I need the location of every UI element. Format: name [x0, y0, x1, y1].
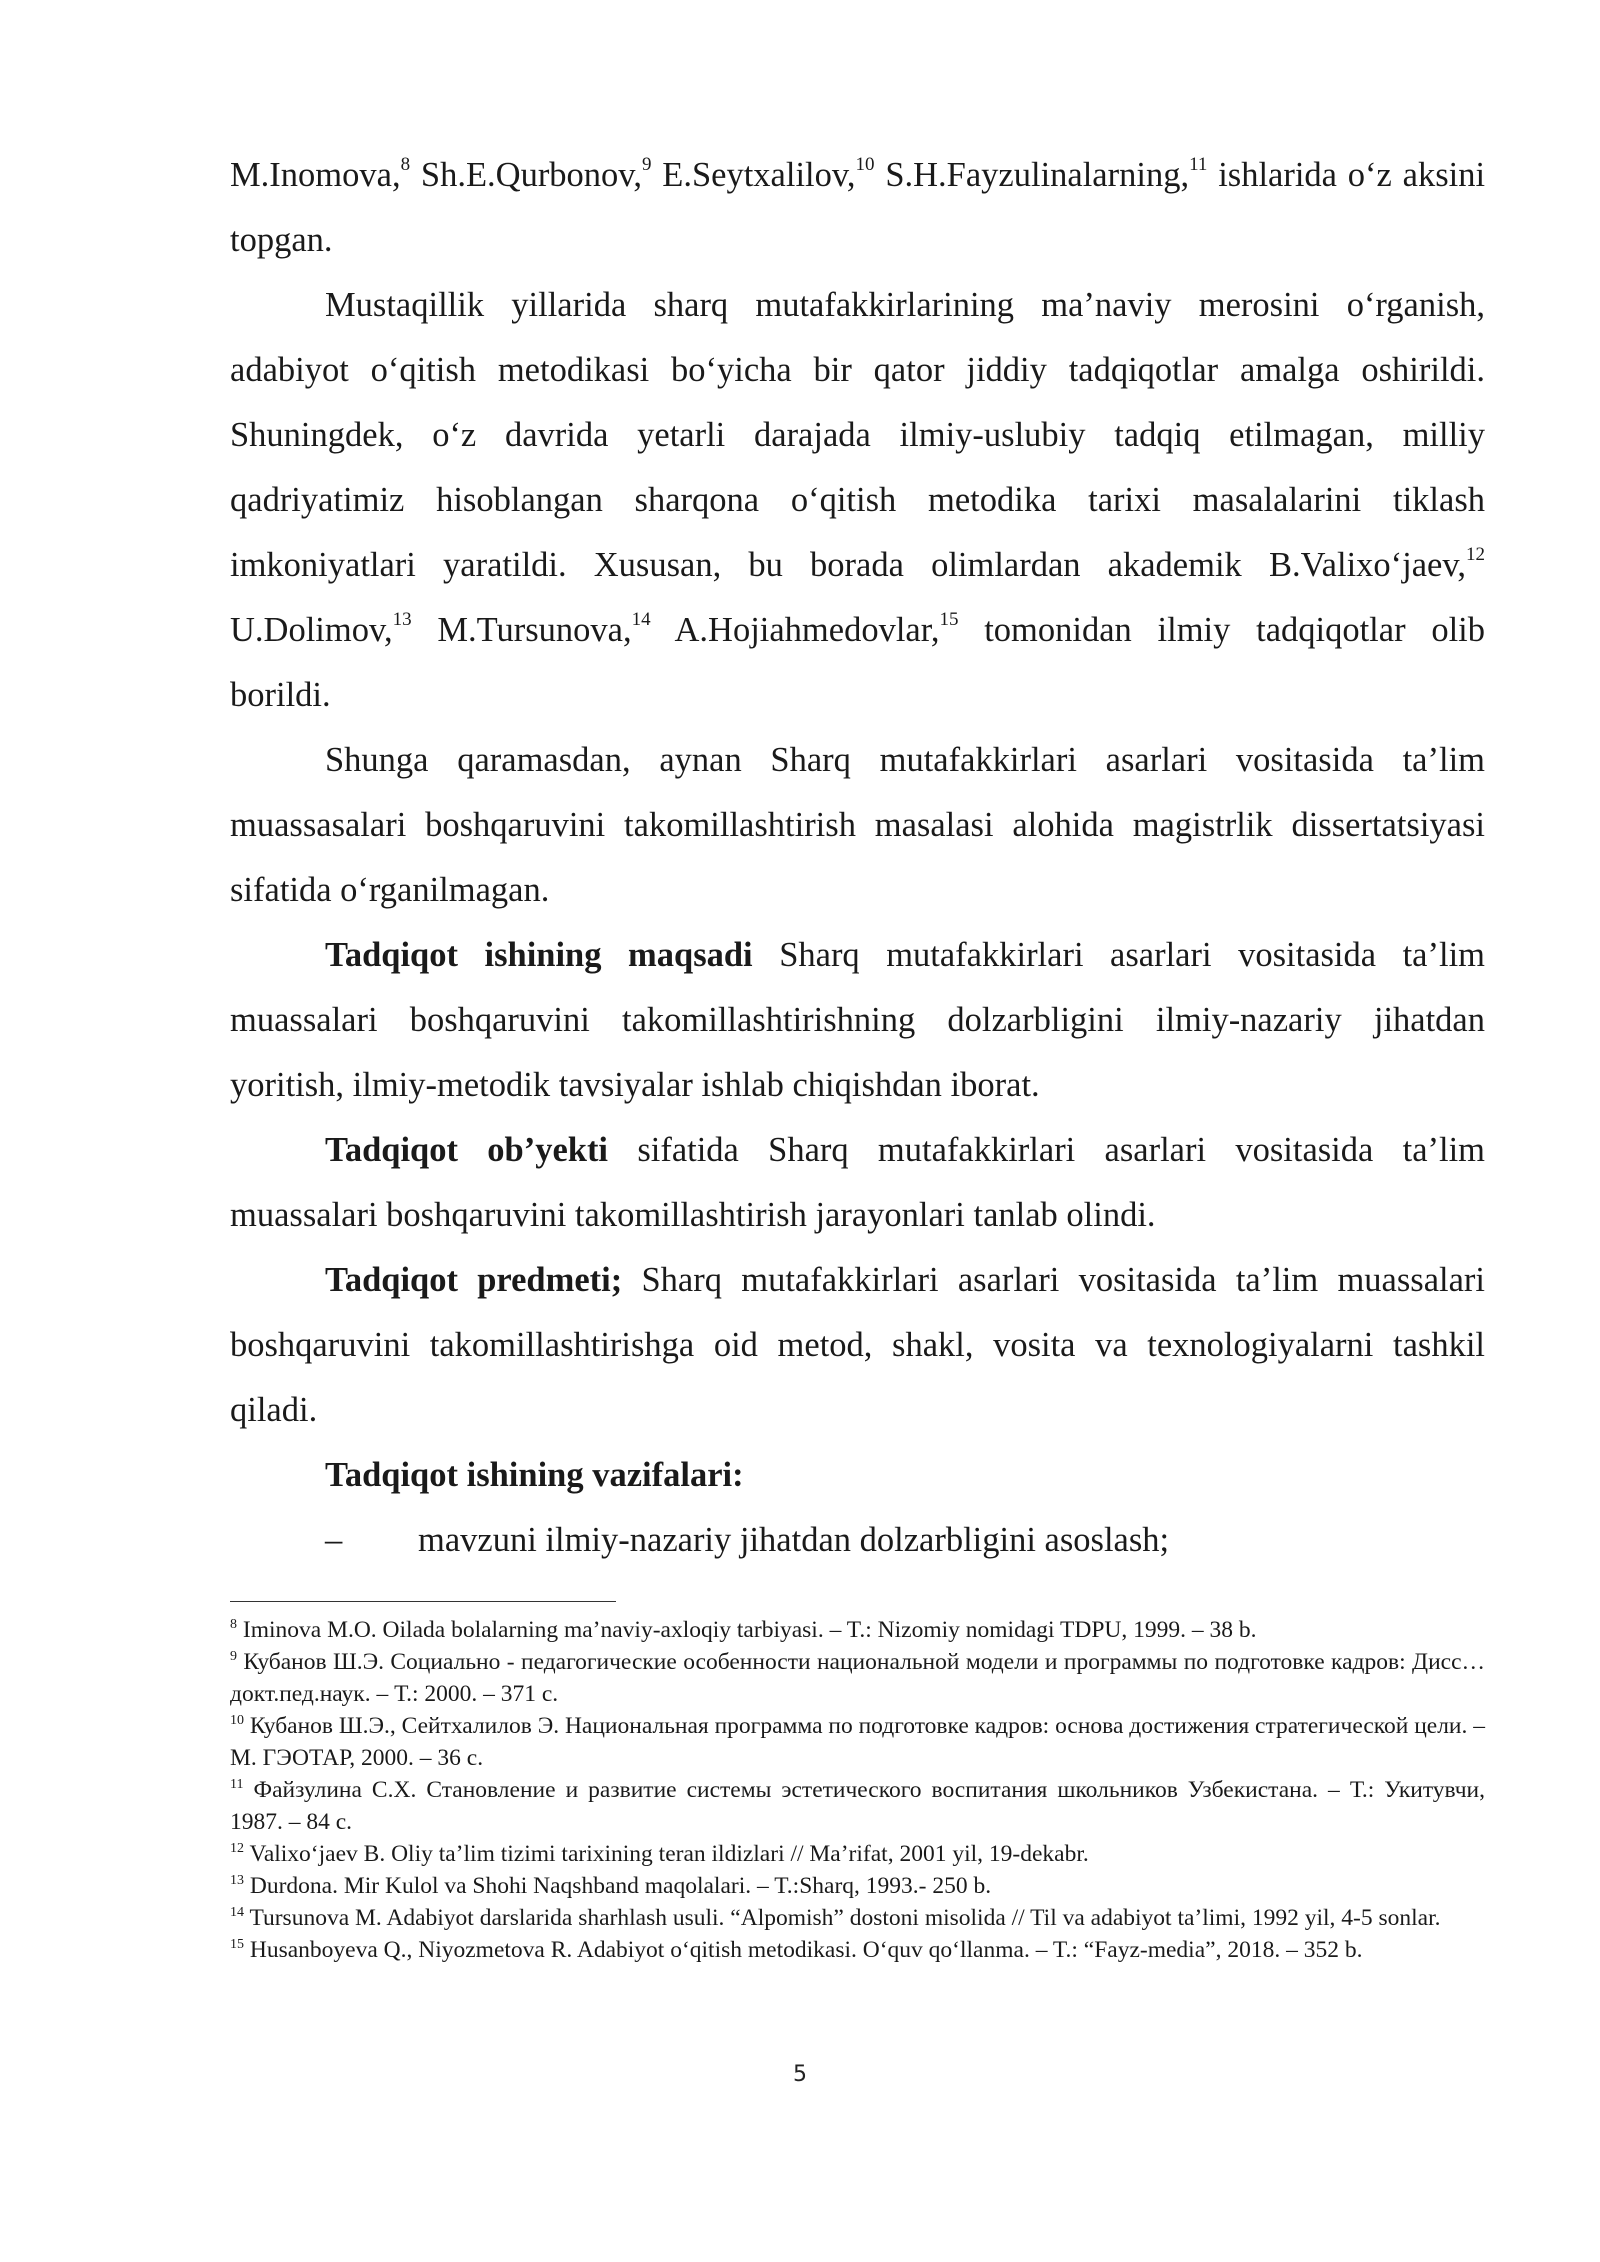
main-text — [230, 143, 1485, 1573]
footnote-ref: 12 — [1466, 544, 1485, 565]
footnote-text: Tursunova M. Adabiyot darslarida sharhlash usuli. “Alpomish” dostoni misolida // Til va adabiyot ta’limi, 1992 yil, 4-5 sonlar. — [249, 1905, 1441, 1931]
footnote-separator — [230, 1601, 616, 1602]
footnote-ref: 14 — [631, 609, 651, 630]
author-name: Sh.E.Qurbonov, — [420, 156, 642, 194]
paragraph-3: Shunga qaramasdan, aynan Sharq mutafakkirlari asarlari vositasida ta’lim muassasalari boshqaruvini takomillashtirish masalasi alohida magistrlik dissertatsiyasi sifatida o‘rganilmagan. — [230, 741, 1485, 909]
paragraph-object — [230, 1118, 1485, 1248]
footnote-text: Кубанов Ш.Э., Сейтхалилов Э. Национальная программа по подготовке кадров: основа достижения стратегической цели. – М. ГЭОТАР, 2000. – 36 с. — [230, 1713, 1486, 1771]
footnote — [230, 1646, 1485, 1710]
author-name: A.Hojiahmedovlar, — [674, 611, 940, 649]
footnote-ref: 8 — [400, 154, 411, 175]
footnote — [230, 1614, 1485, 1646]
author-name: S.H.Fayzulinalarning, — [885, 156, 1190, 194]
paragraph-1 — [230, 143, 1485, 273]
list-item-text: mavzuni ilmiy-nazariy jihatdan dolzarbligini asoslash; — [418, 1521, 1170, 1559]
paragraph-text: tomonidan ilmiy tadqiqotlar olib borildi. — [230, 611, 1485, 714]
footnote-text: Durdona. Mir Kulol va Shohi Naqshband maqolalari. – T.:Sharq, 1993.- 250 b. — [249, 1873, 992, 1899]
author-name: U.Dolimov, — [230, 611, 393, 649]
author-name: E.Seytxalilov, — [662, 156, 856, 194]
footnote-text: Кубанов Ш.Э. Социально - педагогические особенности национальной модели и программы по подготовке кадров: Дисс… докт.пед.наук. – Т.: 2000. – 371 с. — [230, 1649, 1485, 1707]
paragraph-subject — [230, 1248, 1485, 1443]
footnote-ref: 13 — [392, 609, 412, 630]
footnote-ref: 10 — [855, 154, 875, 175]
author-name: M.Tursunova, — [437, 611, 632, 649]
footnote-number: 15 — [230, 1937, 244, 1952]
footnote-number: 8 — [230, 1617, 237, 1632]
footnote — [230, 1774, 1485, 1838]
paragraph-text: Mustaqillik yillarida sharq mutafakkirlarining ma’naviy merosini o‘rganish, adabiyot o‘qitish metodikasi bo‘yicha bir qator jiddiy tadqiqotlar amalga oshirildi. Shuningdek, o‘z davrida yetarli darajada ilmiy-uslubiy tadqiq etilmagan, milliy qadriyatimiz hisoblangan sharqona o‘qitish metodika tarixi masalalarini tiklash imkoniyatlari yaratildi. Xususan, bu borada olimlardan akademik B.Valixo‘jaev, — [230, 286, 1485, 584]
paragraph-2 — [230, 273, 1485, 728]
footnote-text: Iminova M.O. Oilada bolalarning ma’naviy-axloqiy tarbiyasi. – T.: Nizomiy nomidagi TDPU, 1999. – 38 b. — [242, 1617, 1257, 1643]
paragraph-goal — [230, 923, 1485, 1118]
paragraph-text: Sharq mutafakkirlari asarlari vositasida ta’lim muassalari boshqaruvini takomillashtirishning dolzarbligini ilmiy-nazariy jihatdan yoritish, ilmiy-metodik tavsiyalar ishlab chiqishdan iborat. — [230, 936, 1485, 1104]
footnote-number: 12 — [230, 1841, 244, 1856]
footnote — [230, 1902, 1485, 1934]
footnote-number: 13 — [230, 1873, 244, 1888]
footnotes — [230, 1614, 1485, 1966]
paragraph-text: Sharq mutafakkirlari asarlari vositasida ta’lim muassalari boshqaruvini takomillashtirishga oid metod, shakl, vosita va texnologiyalarni tashkil qiladi. — [230, 1261, 1486, 1429]
footnote-ref: 15 — [939, 609, 959, 630]
footnote-text: Файзулина С.Х. Становление и развитие системы эстетического воспитания школьников Узбекистана. – Т.: Укитувчи, 1987. – 84 с. — [230, 1777, 1485, 1835]
term-label: Tadqiqot predmeti; — [325, 1261, 623, 1299]
term-label: Tadqiqot ob’yekti — [325, 1131, 609, 1169]
footnote — [230, 1870, 1485, 1902]
footnote-ref: 9 — [641, 154, 652, 175]
dash-bullet: – — [325, 1521, 343, 1559]
footnote-number: 14 — [230, 1905, 244, 1920]
page-number: 5 — [793, 2062, 807, 2087]
footnote-text: Husanboyeva Q., Niyozmetova R. Adabiyot o‘qitish metodikasi. O‘quv qo‘llanma. – T.: “Fayz-media”, 2018. – 352 b. — [249, 1937, 1363, 1963]
footnote — [230, 1838, 1485, 1870]
paragraph-text: sifatida Sharq mutafakkirlari asarlari vositasida ta’lim muassalari boshqaruvini takomillashtirish jarayonlari tanlab olindi. — [230, 1131, 1486, 1234]
section-heading: Tadqiqot ishining vazifalari: — [325, 1456, 744, 1494]
footnote-number: 11 — [230, 1777, 244, 1792]
footnote-text: Valixo‘jaev B. Oliy ta’lim tizimi tarixining teran ildizlari // Ma’rifat, 2001 yil, 19-dekabr. — [249, 1841, 1089, 1867]
footnote-ref: 11 — [1189, 154, 1208, 175]
footnote-number: 10 — [230, 1713, 244, 1728]
list-item — [230, 1508, 1485, 1573]
paragraph-text: ishlarida o‘z aksini topgan. — [230, 156, 1486, 259]
author-name: M.Inomova, — [230, 156, 401, 194]
footnote — [230, 1934, 1485, 1966]
footnote — [230, 1710, 1485, 1774]
footnote-number: 9 — [230, 1649, 237, 1664]
term-label: Tadqiqot ishining maqsadi — [325, 936, 753, 974]
